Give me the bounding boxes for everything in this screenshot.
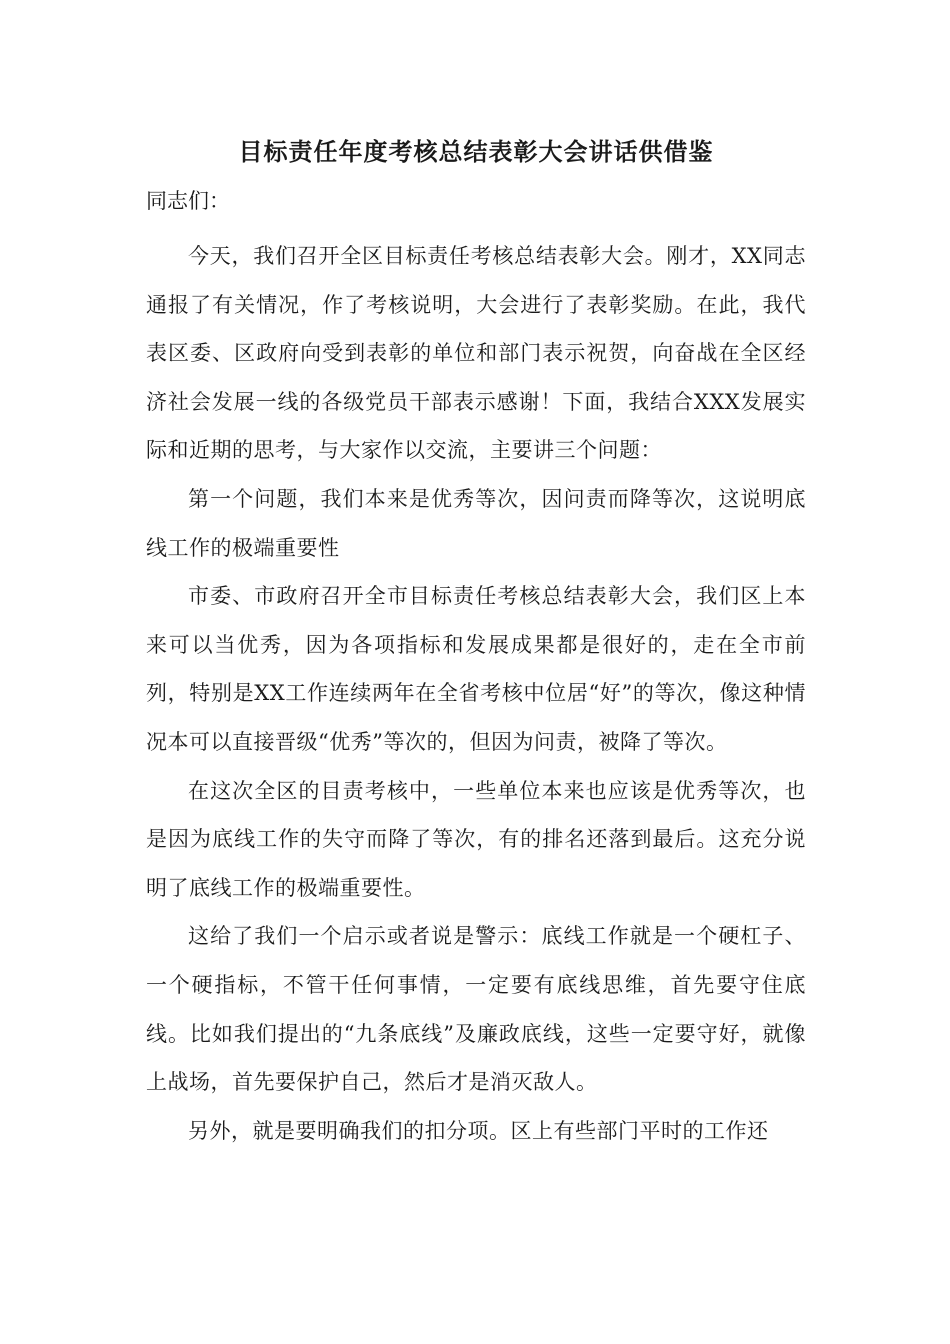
paragraph: 另外，就是要明确我们的扣分项。区上有些部门平时的工作还 xyxy=(188,1118,769,1143)
paragraph: 这给了我们一个启示或者说是警示：底线工作就是一个硬杠子、一个硬指标，不管干任何事情，一定要有底线思维，首先要守住底线。比如我们提出的“九条底线”及廉政底线，这些一定要守好，就像上战场，首先要保护自己，然后才是消灭敌人。 xyxy=(146,924,806,1095)
document-body xyxy=(146,232,806,1155)
document-title: 目标责任年度考核总结表彰大会讲话供借鉴 xyxy=(238,137,714,166)
paragraph: 在这次全区的目责考核中，一些单位本来也应该是优秀等次，也是因为底线工作的失守而降了等次，有的排名还落到最后。这充分说明了底线工作的极端重要性。 xyxy=(146,778,806,900)
paragraph: 第一个问题，我们本来是优秀等次，因问责而降等次，这说明底线工作的极端重要性 xyxy=(146,486,806,560)
salutation: 同志们： xyxy=(146,189,230,213)
paragraph: 今天，我们召开全区目标责任考核总结表彰大会。刚才，XX同志通报了有关情况，作了考核说明，大会进行了表彰奖励。在此，我代表区委、区政府向受到表彰的单位和部门表示祝贺，向奋战在全区经济社会发展一线的各级党员干部表示感谢！下面，我结合XXX发展实际和近期的思考，与大家作以交流，主要讲三个问题： xyxy=(146,244,806,463)
paragraph: 市委、市政府召开全市目标责任考核总结表彰大会，我们区上本来可以当优秀，因为各项指标和发展成果都是很好的，走在全市前列，特别是XX工作连续两年在全省考核中位居“好”的等次，像这种情况本可以直接晋级“优秀”等次的，但因为问责，被降了等次。 xyxy=(146,584,806,754)
